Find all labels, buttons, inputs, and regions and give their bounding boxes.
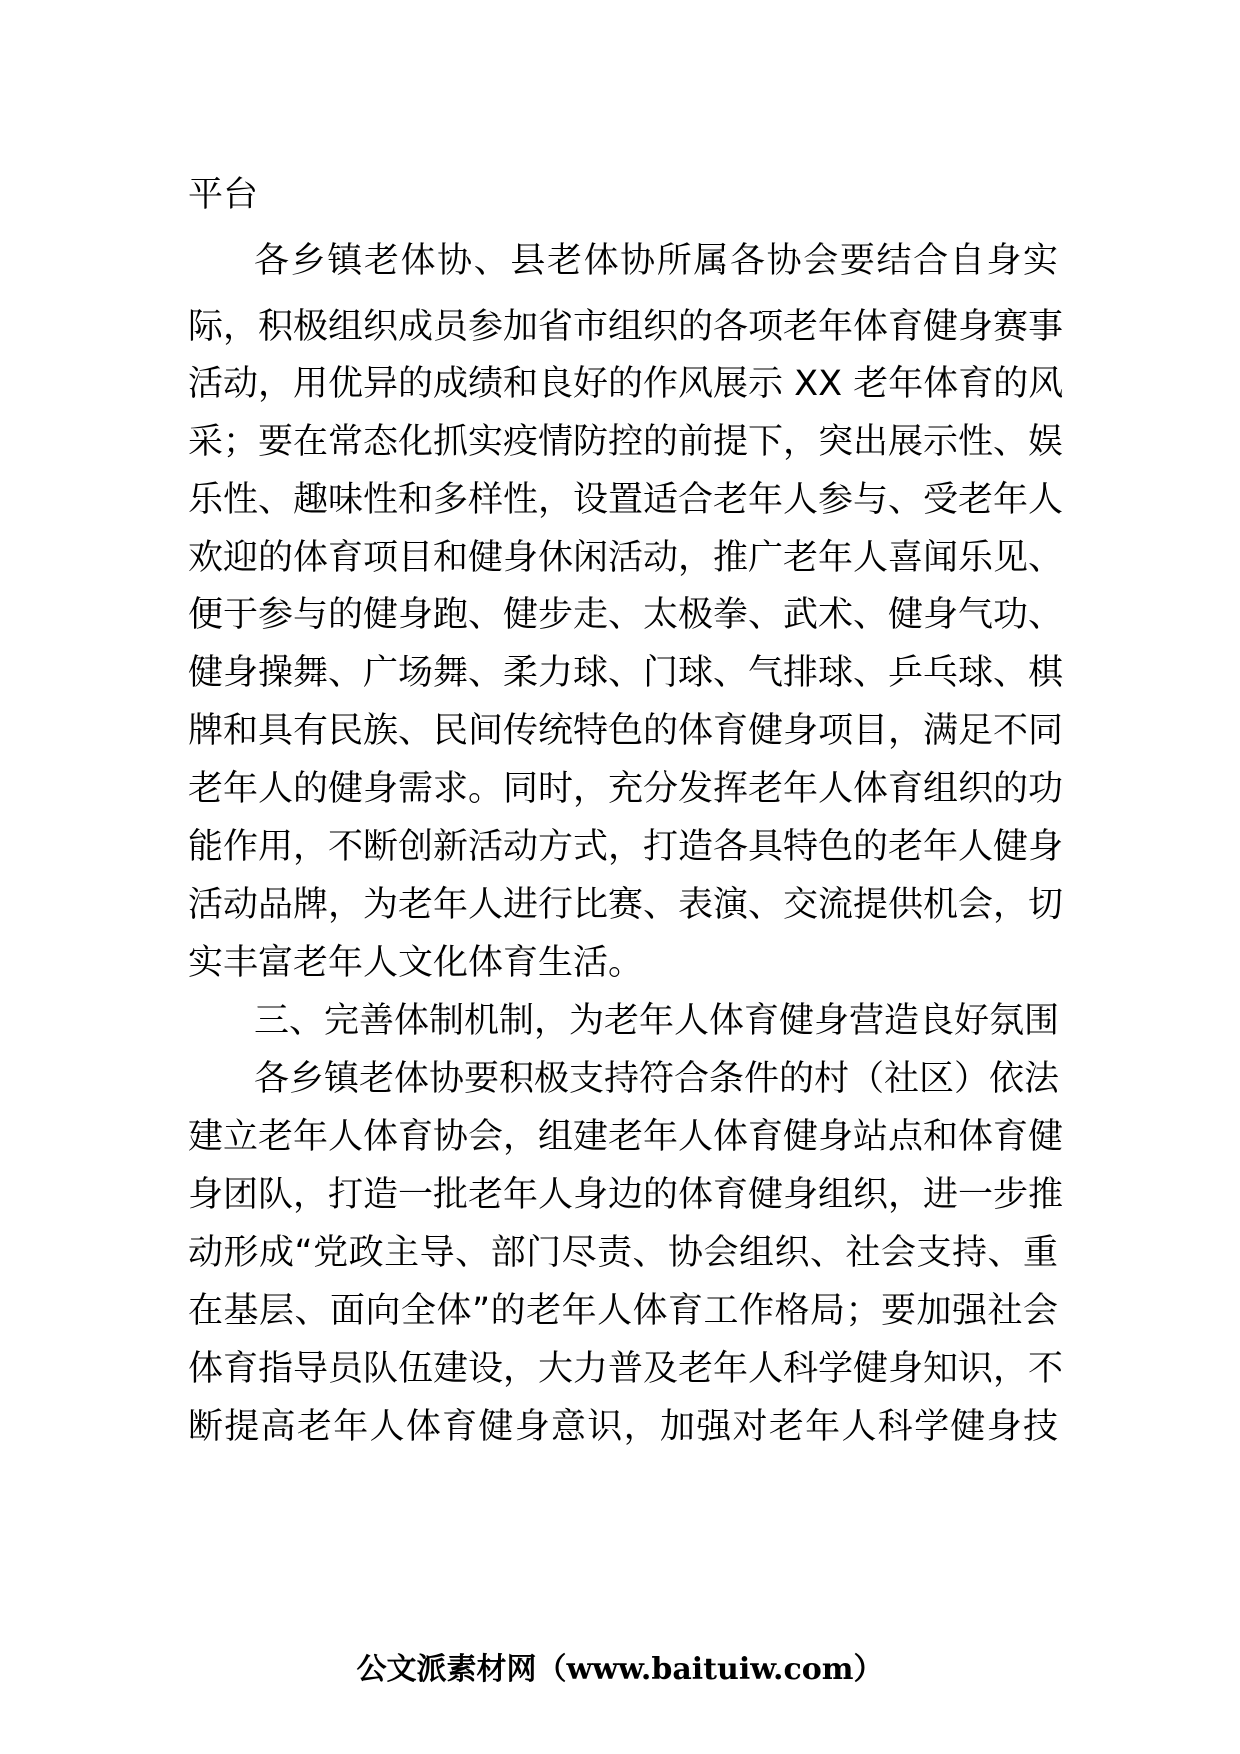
- paragraph-1-line-9: 牌和具有民族、民间传统特色的体育健身项目，满足不同: [188, 711, 1064, 751]
- paragraph-2-line-4: 动形成“党政主导、部门尽责、协会组织、社会支持、重: [188, 1233, 1058, 1273]
- paragraph-1-line-3: 活动，用优异的成绩和良好的作风展示 XX 老年体育的风: [188, 364, 1064, 404]
- paragraph-1-line-12: 活动品牌，为老年人进行比赛、表演、交流提供机会，切: [188, 885, 1064, 925]
- footer-watermark: 公文派素材网（www.baituiw.com）: [356, 1652, 884, 1687]
- paragraph-1-line-6: 欢迎的体育项目和健身休闲活动，推广老年人喜闻乐见、: [188, 538, 1064, 578]
- paragraph-1-line-5: 乐性、趣味性和多样性，设置适合老年人参与、受老年人: [188, 480, 1064, 520]
- paragraph-1-line-7: 便于参与的健身跑、健步走、太极拳、武术、健身气功、: [188, 595, 1064, 635]
- paragraph-2-line-2: 建立老年人体育协会，组建老年人体育健身站点和体育健: [188, 1117, 1064, 1157]
- paragraph-2-line-1: 各乡镇老体协要积极支持符合条件的村（社区）依法: [254, 1059, 1060, 1099]
- paragraph-1-line-8: 健身操舞、广场舞、柔力球、门球、气排球、乒乓球、棋: [188, 653, 1064, 693]
- paragraph-2-line-5: 在基层、面向全体”的老年人体育工作格局；要加强社会: [188, 1291, 1058, 1331]
- paragraph-1-line-2: 际，积极组织成员参加省市组织的各项老年体育健身赛事: [188, 307, 1064, 347]
- paragraph-1-line-10: 老年人的健身需求。同时，充分发挥老年人体育组织的功: [188, 769, 1064, 809]
- section-3-heading: 三、完善体制机制，为老年人体育健身营造良好氛围: [254, 1001, 1060, 1041]
- paragraph-1-line-13: 实丰富老年人文化体育生活。: [188, 943, 644, 983]
- paragraph-2-line-7: 断提高老年人体育健身意识，加强对老年人科学健身技: [188, 1407, 1058, 1447]
- paragraph-1-line-11: 能作用，不断创新活动方式，打造各具特色的老年人健身: [188, 827, 1064, 867]
- paragraph-2-line-6: 体育指导员队伍建设，大力普及老年人科学健身知识，不: [188, 1349, 1064, 1389]
- paragraph-1-line-1: 各乡镇老体协、县老体协所属各协会要结合自身实: [254, 241, 1058, 281]
- section-tail-text: 平台: [188, 175, 259, 215]
- paragraph-1-line-4: 采；要在常态化抓实疫情防控的前提下，突出展示性、娱: [188, 422, 1064, 462]
- paragraph-2-line-3: 身团队，打造一批老年人身边的体育健身组织，进一步推: [188, 1175, 1064, 1215]
